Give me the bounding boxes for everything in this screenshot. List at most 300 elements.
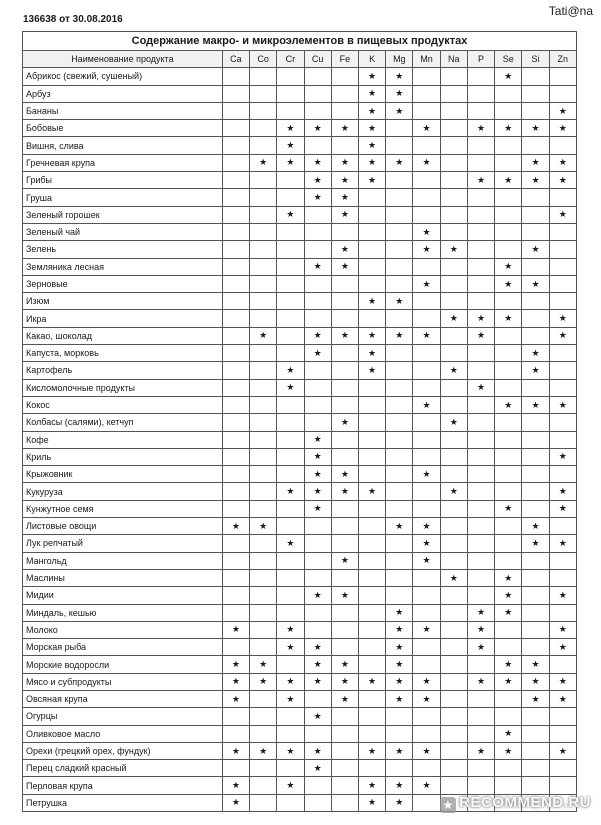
table-row (23, 466, 577, 483)
star-mark-icon: ★ (386, 85, 413, 102)
product-name-cell: Арбуз (23, 85, 223, 102)
empty-cell (440, 621, 467, 638)
star-mark-icon: ★ (413, 777, 440, 794)
table-row (23, 621, 577, 638)
empty-cell (358, 708, 385, 725)
star-mark-icon: ★ (222, 777, 249, 794)
empty-cell (222, 587, 249, 604)
empty-cell (522, 639, 549, 656)
empty-cell (495, 518, 522, 535)
star-mark-icon: ★ (549, 120, 576, 137)
empty-cell (222, 725, 249, 742)
empty-cell (331, 569, 358, 586)
empty-cell (467, 154, 494, 171)
table-row (23, 656, 577, 673)
empty-cell (467, 518, 494, 535)
star-mark-icon: ★ (331, 154, 358, 171)
star-mark-icon: ★ (331, 587, 358, 604)
empty-cell (440, 68, 467, 85)
empty-cell (549, 293, 576, 310)
table-row (23, 396, 577, 413)
empty-cell (304, 552, 331, 569)
empty-cell (358, 569, 385, 586)
empty-cell (304, 310, 331, 327)
empty-cell (413, 172, 440, 189)
star-mark-icon: ★ (222, 518, 249, 535)
empty-cell (413, 379, 440, 396)
empty-cell (413, 569, 440, 586)
empty-cell (495, 137, 522, 154)
empty-cell (358, 725, 385, 742)
star-mark-icon: ★ (413, 154, 440, 171)
star-mark-icon: ★ (304, 760, 331, 777)
empty-cell (331, 794, 358, 811)
empty-cell (304, 777, 331, 794)
empty-cell (222, 310, 249, 327)
empty-cell (277, 431, 304, 448)
star-mark-icon: ★ (386, 656, 413, 673)
star-mark-icon: ★ (331, 690, 358, 707)
empty-cell (222, 223, 249, 240)
star-mark-icon: ★ (522, 673, 549, 690)
empty-cell (277, 708, 304, 725)
empty-cell (495, 483, 522, 500)
star-mark-icon: ★ (413, 327, 440, 344)
empty-cell (222, 760, 249, 777)
empty-cell (277, 275, 304, 292)
star-mark-icon: ★ (413, 396, 440, 413)
empty-cell (522, 500, 549, 517)
star-mark-icon: ★ (222, 656, 249, 673)
empty-cell (277, 241, 304, 258)
empty-cell (386, 172, 413, 189)
empty-cell (386, 379, 413, 396)
empty-cell (440, 172, 467, 189)
empty-cell (386, 362, 413, 379)
empty-cell (222, 379, 249, 396)
star-mark-icon: ★ (277, 154, 304, 171)
empty-cell (549, 85, 576, 102)
empty-cell (413, 102, 440, 119)
empty-cell (250, 760, 277, 777)
star-mark-icon: ★ (413, 275, 440, 292)
empty-cell (222, 258, 249, 275)
star-mark-icon: ★ (495, 587, 522, 604)
table-header-row (23, 51, 577, 68)
empty-cell (549, 137, 576, 154)
empty-cell (250, 690, 277, 707)
empty-cell (522, 223, 549, 240)
empty-cell (331, 518, 358, 535)
star-mark-icon: ★ (304, 172, 331, 189)
star-mark-icon: ★ (467, 639, 494, 656)
star-mark-icon: ★ (549, 327, 576, 344)
empty-cell (467, 345, 494, 362)
empty-cell (386, 500, 413, 517)
empty-cell (277, 604, 304, 621)
star-mark-icon: ★ (386, 639, 413, 656)
star-mark-icon: ★ (331, 258, 358, 275)
empty-cell (467, 362, 494, 379)
star-mark-icon: ★ (549, 154, 576, 171)
empty-cell (440, 604, 467, 621)
empty-cell (413, 362, 440, 379)
empty-cell (277, 102, 304, 119)
empty-cell (331, 68, 358, 85)
empty-cell (277, 85, 304, 102)
star-mark-icon: ★ (358, 154, 385, 171)
empty-cell (440, 535, 467, 552)
star-mark-icon: ★ (549, 639, 576, 656)
empty-cell (304, 241, 331, 258)
star-mark-icon: ★ (277, 742, 304, 759)
empty-cell (222, 569, 249, 586)
product-name-cell: Орехи (грецкий орех, фундук) (23, 742, 223, 759)
star-mark-icon: ★ (413, 241, 440, 258)
empty-cell (386, 206, 413, 223)
star-mark-icon: ★ (413, 621, 440, 638)
empty-cell (440, 154, 467, 171)
product-name-cell: Молоко (23, 621, 223, 638)
empty-cell (358, 275, 385, 292)
element-header-cu: Cu (304, 51, 331, 68)
empty-cell (386, 431, 413, 448)
star-mark-icon: ★ (304, 639, 331, 656)
product-name-cell: Бананы (23, 102, 223, 119)
empty-cell (250, 587, 277, 604)
star-mark-icon: ★ (358, 777, 385, 794)
empty-cell (250, 362, 277, 379)
star-mark-icon: ★ (304, 587, 331, 604)
empty-cell (495, 708, 522, 725)
star-mark-icon: ★ (277, 206, 304, 223)
empty-cell (522, 466, 549, 483)
empty-cell (549, 379, 576, 396)
empty-cell (467, 189, 494, 206)
empty-cell (495, 327, 522, 344)
empty-cell (440, 725, 467, 742)
star-mark-icon: ★ (522, 690, 549, 707)
empty-cell (440, 293, 467, 310)
empty-cell (440, 223, 467, 240)
table-title: Содержание макро- и микроэлементов в пищевых продуктах (22, 31, 577, 50)
empty-cell (304, 85, 331, 102)
product-name-cell: Перловая крупа (23, 777, 223, 794)
empty-cell (331, 760, 358, 777)
star-mark-icon: ★ (222, 673, 249, 690)
star-mark-icon: ★ (331, 206, 358, 223)
empty-cell (467, 293, 494, 310)
empty-cell (467, 535, 494, 552)
empty-cell (522, 85, 549, 102)
empty-cell (277, 466, 304, 483)
empty-cell (304, 379, 331, 396)
empty-cell (331, 535, 358, 552)
empty-cell (386, 310, 413, 327)
empty-cell (413, 794, 440, 811)
star-mark-icon: ★ (386, 68, 413, 85)
empty-cell (522, 725, 549, 742)
empty-cell (495, 431, 522, 448)
empty-cell (386, 396, 413, 413)
empty-cell (413, 293, 440, 310)
star-mark-icon: ★ (522, 120, 549, 137)
empty-cell (467, 137, 494, 154)
product-name-cell: Зелень (23, 241, 223, 258)
star-mark-icon: ★ (277, 777, 304, 794)
empty-cell (358, 760, 385, 777)
empty-cell (222, 708, 249, 725)
empty-cell (358, 604, 385, 621)
empty-cell (413, 639, 440, 656)
table-row (23, 327, 577, 344)
product-name-cell: Икра (23, 310, 223, 327)
star-mark-icon: ★ (358, 742, 385, 759)
empty-cell (413, 431, 440, 448)
star-mark-icon: ★ (522, 396, 549, 413)
product-name-cell: Петрушка (23, 794, 223, 811)
star-mark-icon: ★ (549, 742, 576, 759)
empty-cell (440, 656, 467, 673)
empty-cell (413, 604, 440, 621)
empty-cell (386, 258, 413, 275)
star-mark-icon: ★ (277, 621, 304, 638)
star-mark-icon: ★ (331, 189, 358, 206)
star-mark-icon: ★ (331, 327, 358, 344)
star-mark-icon: ★ (304, 431, 331, 448)
star-mark-icon: ★ (304, 154, 331, 171)
star-mark-icon: ★ (304, 466, 331, 483)
empty-cell (440, 500, 467, 517)
empty-cell (549, 708, 576, 725)
star-mark-icon: ★ (358, 85, 385, 102)
empty-cell (304, 137, 331, 154)
star-mark-icon: ★ (358, 673, 385, 690)
empty-cell (304, 621, 331, 638)
empty-cell (467, 206, 494, 223)
table-row (23, 500, 577, 517)
empty-cell (222, 448, 249, 465)
empty-cell (440, 85, 467, 102)
empty-cell (358, 552, 385, 569)
star-mark-icon: ★ (467, 172, 494, 189)
product-name-cell: Земляника лесная (23, 258, 223, 275)
empty-cell (467, 656, 494, 673)
empty-cell (495, 535, 522, 552)
star-mark-icon: ★ (467, 120, 494, 137)
star-mark-icon: ★ (304, 189, 331, 206)
star-mark-icon: ★ (277, 137, 304, 154)
product-name-cell: Криль (23, 448, 223, 465)
empty-cell (467, 396, 494, 413)
watermark (440, 794, 591, 813)
watermark-text: RECOMMEND.RU (459, 794, 591, 811)
empty-cell (250, 725, 277, 742)
empty-cell (467, 275, 494, 292)
empty-cell (386, 120, 413, 137)
star-mark-icon: ★ (413, 466, 440, 483)
empty-cell (522, 137, 549, 154)
empty-cell (495, 345, 522, 362)
empty-cell (549, 466, 576, 483)
table-row (23, 102, 577, 119)
empty-cell (331, 85, 358, 102)
table-row (23, 172, 577, 189)
empty-cell (222, 414, 249, 431)
star-mark-icon: ★ (522, 275, 549, 292)
empty-cell (358, 414, 385, 431)
element-header-p: P (467, 51, 494, 68)
star-mark-icon: ★ (495, 656, 522, 673)
empty-cell (304, 414, 331, 431)
empty-cell (495, 760, 522, 777)
empty-cell (440, 777, 467, 794)
element-header-co: Co (250, 51, 277, 68)
empty-cell (331, 604, 358, 621)
star-mark-icon: ★ (413, 742, 440, 759)
empty-cell (304, 275, 331, 292)
empty-cell (440, 448, 467, 465)
star-mark-icon: ★ (331, 120, 358, 137)
empty-cell (440, 137, 467, 154)
product-name-cell: Кокос (23, 396, 223, 413)
empty-cell (386, 535, 413, 552)
empty-cell (331, 777, 358, 794)
empty-cell (549, 68, 576, 85)
star-mark-icon: ★ (331, 552, 358, 569)
empty-cell (277, 760, 304, 777)
empty-cell (467, 569, 494, 586)
empty-cell (467, 466, 494, 483)
star-mark-icon: ★ (358, 293, 385, 310)
star-mark-icon: ★ (304, 345, 331, 362)
empty-cell (495, 241, 522, 258)
empty-cell (222, 327, 249, 344)
star-mark-icon: ★ (277, 483, 304, 500)
empty-cell (413, 345, 440, 362)
star-mark-icon: ★ (386, 673, 413, 690)
username-label: Tati@na (548, 4, 593, 18)
product-name-cell: Морские водоросли (23, 656, 223, 673)
star-mark-icon: ★ (358, 120, 385, 137)
star-mark-icon: ★ (277, 535, 304, 552)
star-mark-icon: ★ (549, 396, 576, 413)
star-mark-icon: ★ (440, 414, 467, 431)
empty-cell (331, 639, 358, 656)
empty-cell (386, 189, 413, 206)
star-mark-icon: ★ (250, 656, 277, 673)
star-mark-icon: ★ (495, 742, 522, 759)
empty-cell (222, 396, 249, 413)
empty-cell (250, 535, 277, 552)
empty-cell (222, 535, 249, 552)
product-name-cell: Лук репчатый (23, 535, 223, 552)
empty-cell (304, 362, 331, 379)
element-header-zn: Zn (549, 51, 576, 68)
empty-cell (386, 569, 413, 586)
empty-cell (522, 293, 549, 310)
empty-cell (222, 120, 249, 137)
empty-cell (386, 448, 413, 465)
empty-cell (440, 518, 467, 535)
star-mark-icon: ★ (331, 241, 358, 258)
table-row (23, 569, 577, 586)
star-mark-icon: ★ (250, 327, 277, 344)
empty-cell (440, 396, 467, 413)
star-mark-icon: ★ (467, 742, 494, 759)
star-mark-icon: ★ (386, 604, 413, 621)
element-header-k: K (358, 51, 385, 68)
product-name-cell: Грибы (23, 172, 223, 189)
star-mark-icon: ★ (549, 535, 576, 552)
empty-cell (358, 258, 385, 275)
star-mark-icon: ★ (549, 673, 576, 690)
empty-cell (250, 414, 277, 431)
empty-cell (386, 483, 413, 500)
empty-cell (467, 448, 494, 465)
empty-cell (522, 760, 549, 777)
product-name-cell: Маслины (23, 569, 223, 586)
empty-cell (331, 293, 358, 310)
empty-cell (549, 777, 576, 794)
table-row (23, 552, 577, 569)
star-mark-icon: ★ (549, 621, 576, 638)
empty-cell (277, 725, 304, 742)
empty-cell (413, 206, 440, 223)
empty-cell (495, 552, 522, 569)
empty-cell (495, 777, 522, 794)
empty-cell (222, 483, 249, 500)
empty-cell (495, 206, 522, 223)
star-mark-icon: ★ (358, 345, 385, 362)
table-row (23, 310, 577, 327)
empty-cell (222, 275, 249, 292)
empty-cell (277, 345, 304, 362)
empty-cell (522, 102, 549, 119)
product-name-cell: Вишня, слива (23, 137, 223, 154)
empty-cell (304, 68, 331, 85)
empty-cell (522, 189, 549, 206)
empty-cell (467, 483, 494, 500)
star-mark-icon: ★ (549, 310, 576, 327)
table-row (23, 345, 577, 362)
product-name-cell: Морская рыба (23, 639, 223, 656)
star-mark-icon: ★ (331, 673, 358, 690)
table-row (23, 258, 577, 275)
empty-cell (440, 189, 467, 206)
empty-cell (440, 466, 467, 483)
empty-cell (358, 535, 385, 552)
empty-cell (250, 345, 277, 362)
empty-cell (358, 587, 385, 604)
empty-cell (413, 760, 440, 777)
empty-cell (222, 189, 249, 206)
empty-cell (440, 708, 467, 725)
star-mark-icon: ★ (495, 275, 522, 292)
empty-cell (222, 362, 249, 379)
empty-cell (250, 794, 277, 811)
empty-cell (331, 223, 358, 240)
empty-cell (331, 379, 358, 396)
empty-cell (304, 223, 331, 240)
product-name-cell: Зеленый чай (23, 223, 223, 240)
star-mark-icon: ★ (386, 102, 413, 119)
product-name-cell: Гречневая крупа (23, 154, 223, 171)
empty-cell (250, 85, 277, 102)
empty-cell (250, 206, 277, 223)
empty-cell (522, 552, 549, 569)
empty-cell (386, 223, 413, 240)
